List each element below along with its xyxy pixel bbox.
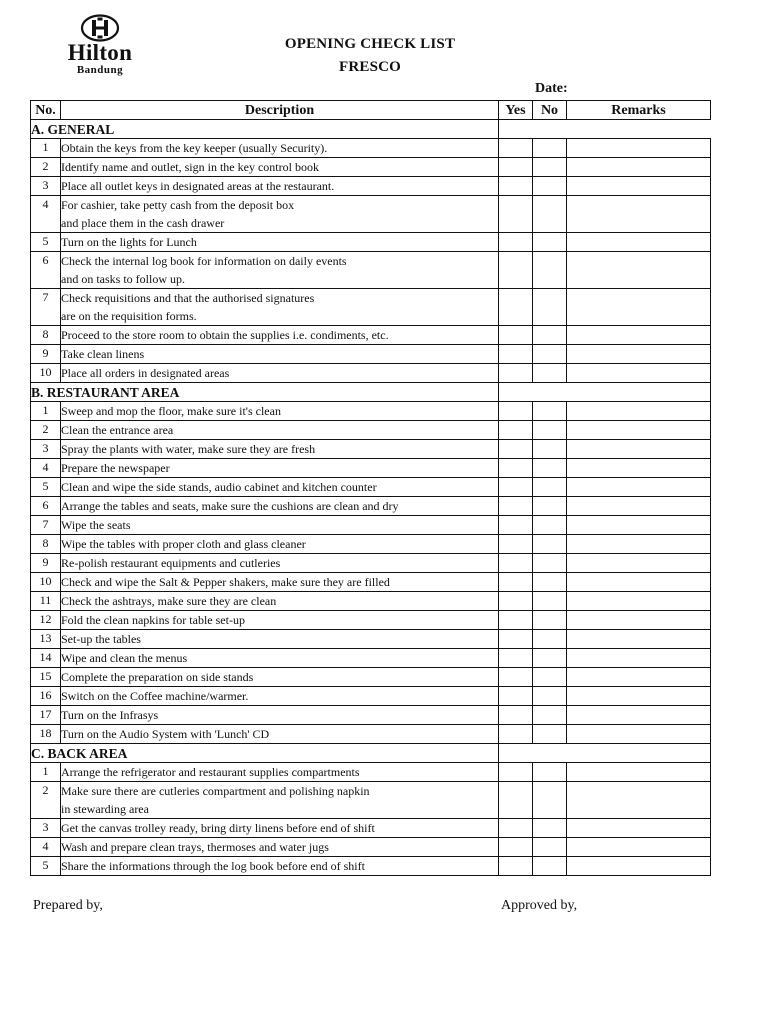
section-row-blank xyxy=(499,383,711,402)
table-row xyxy=(31,196,711,233)
column-header-no-check: No xyxy=(533,101,567,120)
item-description xyxy=(61,763,499,782)
no-checkbox-cell[interactable] xyxy=(533,630,567,649)
remarks-cell[interactable] xyxy=(567,497,711,516)
remarks-cell[interactable] xyxy=(567,838,711,857)
column-header-remarks: Remarks xyxy=(567,101,711,120)
item-description xyxy=(61,326,499,345)
item-description xyxy=(61,497,499,516)
remarks-cell[interactable] xyxy=(567,459,711,478)
no-checkbox-cell[interactable] xyxy=(533,687,567,706)
item-number: 6 xyxy=(31,252,61,289)
item-description-line: and place them in the cash drawer xyxy=(61,216,225,230)
item-description-line: Get the canvas trolley ready, bring dirty linens before end of shift xyxy=(61,821,375,835)
item-description xyxy=(61,158,499,177)
item-description-line: Set-up the tables xyxy=(61,632,141,646)
yes-checkbox-cell[interactable] xyxy=(499,725,533,744)
checklist-table xyxy=(30,100,711,876)
yes-checkbox-cell[interactable] xyxy=(499,838,533,857)
remarks-cell[interactable] xyxy=(567,535,711,554)
item-description-line: Turn on the lights for Lunch xyxy=(61,235,197,249)
remarks-cell[interactable] xyxy=(567,819,711,838)
yes-checkbox-cell[interactable] xyxy=(499,668,533,687)
item-description xyxy=(61,706,499,725)
item-number: 4 xyxy=(31,838,61,857)
no-checkbox-cell[interactable] xyxy=(533,573,567,592)
item-number: 1 xyxy=(31,139,61,158)
table-row xyxy=(31,459,711,478)
item-number: 4 xyxy=(31,196,61,233)
item-description xyxy=(61,838,499,857)
item-number: 2 xyxy=(31,782,61,819)
table-row xyxy=(31,782,711,819)
table-row xyxy=(31,763,711,782)
item-description xyxy=(61,516,499,535)
item-description xyxy=(61,630,499,649)
remarks-cell[interactable] xyxy=(567,139,711,158)
remarks-cell[interactable] xyxy=(567,611,711,630)
date-label: Date: xyxy=(535,81,568,96)
yes-checkbox-cell[interactable] xyxy=(499,782,533,819)
remarks-cell[interactable] xyxy=(567,857,711,876)
item-description-line: Fold the clean napkins for table set-up xyxy=(61,613,245,627)
remarks-cell[interactable] xyxy=(567,289,711,326)
yes-checkbox-cell[interactable] xyxy=(499,819,533,838)
yes-checkbox-cell[interactable] xyxy=(499,459,533,478)
item-description xyxy=(61,592,499,611)
no-checkbox-cell[interactable] xyxy=(533,177,567,196)
yes-checkbox-cell[interactable] xyxy=(499,497,533,516)
section-row-blank xyxy=(499,744,711,763)
item-description-line: Take clean linens xyxy=(61,347,145,361)
no-checkbox-cell[interactable] xyxy=(533,554,567,573)
no-checkbox-cell[interactable] xyxy=(533,592,567,611)
item-number: 16 xyxy=(31,687,61,706)
item-description xyxy=(61,573,499,592)
remarks-cell[interactable] xyxy=(567,158,711,177)
item-description xyxy=(61,687,499,706)
item-description xyxy=(61,819,499,838)
yes-checkbox-cell[interactable] xyxy=(499,857,533,876)
no-checkbox-cell[interactable] xyxy=(533,289,567,326)
item-number: 18 xyxy=(31,725,61,744)
table-row xyxy=(31,725,711,744)
item-description-line: in stewarding area xyxy=(61,802,149,816)
remarks-cell[interactable] xyxy=(567,177,711,196)
table-row xyxy=(31,289,711,326)
item-description-line: Prepare the newspaper xyxy=(61,461,170,475)
item-number: 11 xyxy=(31,592,61,611)
section-title: C. BACK AREA xyxy=(31,744,499,763)
item-number: 3 xyxy=(31,440,61,459)
item-description xyxy=(61,364,499,383)
no-checkbox-cell[interactable] xyxy=(533,233,567,252)
yes-checkbox-cell[interactable] xyxy=(499,687,533,706)
item-description-line: Complete the preparation on side stands xyxy=(61,670,254,684)
no-checkbox-cell[interactable] xyxy=(533,725,567,744)
item-number: 10 xyxy=(31,573,61,592)
table-row xyxy=(31,516,711,535)
item-description xyxy=(61,402,499,421)
yes-checkbox-cell[interactable] xyxy=(499,421,533,440)
item-number: 9 xyxy=(31,345,61,364)
section-row xyxy=(31,744,711,763)
yes-checkbox-cell[interactable] xyxy=(499,649,533,668)
table-row xyxy=(31,819,711,838)
column-header-description: Description xyxy=(61,101,499,120)
remarks-cell[interactable] xyxy=(567,649,711,668)
item-number: 5 xyxy=(31,478,61,497)
yes-checkbox-cell[interactable] xyxy=(499,611,533,630)
no-checkbox-cell[interactable] xyxy=(533,364,567,383)
no-checkbox-cell[interactable] xyxy=(533,440,567,459)
no-checkbox-cell[interactable] xyxy=(533,478,567,497)
logo-name: Hilton xyxy=(67,40,133,65)
item-description xyxy=(61,289,499,326)
item-description-line: Obtain the keys from the key keeper (usually Security). xyxy=(61,141,328,155)
no-checkbox-cell[interactable] xyxy=(533,857,567,876)
no-checkbox-cell[interactable] xyxy=(533,345,567,364)
yes-checkbox-cell[interactable] xyxy=(499,345,533,364)
column-header-no: No. xyxy=(31,101,61,120)
item-number: 3 xyxy=(31,177,61,196)
item-number: 4 xyxy=(31,459,61,478)
table-row xyxy=(31,554,711,573)
item-description-line: Sweep and mop the floor, make sure it's clean xyxy=(61,404,281,418)
no-checkbox-cell[interactable] xyxy=(533,459,567,478)
section-title: B. RESTAURANT AREA xyxy=(31,383,499,402)
yes-checkbox-cell[interactable] xyxy=(499,177,533,196)
yes-checkbox-cell[interactable] xyxy=(499,763,533,782)
item-description xyxy=(61,478,499,497)
table-row xyxy=(31,139,711,158)
item-description-line: Check requisitions and that the authorised signatures xyxy=(61,291,315,305)
document-title: OPENING CHECK LIST xyxy=(284,36,456,52)
table-row xyxy=(31,345,711,364)
remarks-cell[interactable] xyxy=(567,345,711,364)
item-description-line: and on tasks to follow up. xyxy=(61,272,185,286)
section-row xyxy=(31,383,711,402)
approved-by-label: Approved by, xyxy=(501,898,578,913)
remarks-cell[interactable] xyxy=(567,196,711,233)
item-description-line: Wipe the seats xyxy=(61,518,131,532)
item-number: 15 xyxy=(31,668,61,687)
item-number: 1 xyxy=(31,763,61,782)
yes-checkbox-cell[interactable] xyxy=(499,630,533,649)
remarks-cell[interactable] xyxy=(567,252,711,289)
item-number: 14 xyxy=(31,649,61,668)
item-description-line: Turn on the Infrasys xyxy=(61,708,159,722)
item-description-line: For cashier, take petty cash from the deposit box xyxy=(61,198,295,212)
remarks-cell[interactable] xyxy=(567,421,711,440)
table-row xyxy=(31,630,711,649)
remarks-cell[interactable] xyxy=(567,554,711,573)
item-description-line: Check and wipe the Salt & Pepper shakers, make sure they are filled xyxy=(61,575,390,589)
yes-checkbox-cell[interactable] xyxy=(499,516,533,535)
yes-checkbox-cell[interactable] xyxy=(499,706,533,725)
table-row xyxy=(31,440,711,459)
item-description xyxy=(61,668,499,687)
table-row xyxy=(31,326,711,345)
item-number: 2 xyxy=(31,421,61,440)
no-checkbox-cell[interactable] xyxy=(533,535,567,554)
yes-checkbox-cell[interactable] xyxy=(499,535,533,554)
item-number: 5 xyxy=(31,233,61,252)
yes-checkbox-cell[interactable] xyxy=(499,326,533,345)
table-row xyxy=(31,573,711,592)
item-description-line: Place all orders in designated areas xyxy=(61,366,230,380)
item-description-line: Identify name and outlet, sign in the key control book xyxy=(61,160,319,174)
item-description-line: Clean and wipe the side stands, audio cabinet and kitchen counter xyxy=(61,480,377,494)
item-description-line: Wipe and clean the menus xyxy=(61,651,188,665)
item-description xyxy=(61,252,499,289)
remarks-cell[interactable] xyxy=(567,706,711,725)
yes-checkbox-cell[interactable] xyxy=(499,289,533,326)
table-row xyxy=(31,252,711,289)
table-row xyxy=(31,158,711,177)
no-checkbox-cell[interactable] xyxy=(533,838,567,857)
yes-checkbox-cell[interactable] xyxy=(499,252,533,289)
item-number: 9 xyxy=(31,554,61,573)
item-description xyxy=(61,440,499,459)
yes-checkbox-cell[interactable] xyxy=(499,573,533,592)
item-description-line: Wash and prepare clean trays, thermoses and water jugs xyxy=(61,840,329,854)
table-row xyxy=(31,402,711,421)
item-description-line: Make sure there are cutleries compartment and polishing napkin xyxy=(61,784,370,798)
table-row xyxy=(31,592,711,611)
no-checkbox-cell[interactable] xyxy=(533,421,567,440)
no-checkbox-cell[interactable] xyxy=(533,252,567,289)
item-description-line: Check the internal log book for information on daily events xyxy=(61,254,347,268)
item-description-line: Proceed to the store room to obtain the supplies i.e. condiments, etc. xyxy=(61,328,389,342)
yes-checkbox-cell[interactable] xyxy=(499,554,533,573)
remarks-cell[interactable] xyxy=(567,233,711,252)
item-number: 7 xyxy=(31,516,61,535)
logo-city: Bandung xyxy=(76,64,124,76)
remarks-cell[interactable] xyxy=(567,402,711,421)
item-description xyxy=(61,233,499,252)
no-checkbox-cell[interactable] xyxy=(533,706,567,725)
item-number: 17 xyxy=(31,706,61,725)
remarks-cell[interactable] xyxy=(567,630,711,649)
remarks-cell[interactable] xyxy=(567,326,711,345)
remarks-cell[interactable] xyxy=(567,440,711,459)
yes-checkbox-cell[interactable] xyxy=(499,440,533,459)
item-number: 12 xyxy=(31,611,61,630)
yes-checkbox-cell[interactable] xyxy=(499,196,533,233)
yes-checkbox-cell[interactable] xyxy=(499,364,533,383)
no-checkbox-cell[interactable] xyxy=(533,819,567,838)
item-description-line: Arrange the tables and seats, make sure the cushions are clean and dry xyxy=(61,499,399,513)
table-row xyxy=(31,668,711,687)
document-subtitle: FRESCO xyxy=(338,59,402,75)
no-checkbox-cell[interactable] xyxy=(533,668,567,687)
item-number: 8 xyxy=(31,535,61,554)
item-description xyxy=(61,177,499,196)
hilton-h-logo-icon xyxy=(80,14,120,42)
table-row xyxy=(31,177,711,196)
table-row xyxy=(31,611,711,630)
no-checkbox-cell[interactable] xyxy=(533,402,567,421)
item-description xyxy=(61,139,499,158)
no-checkbox-cell[interactable] xyxy=(533,497,567,516)
item-description xyxy=(61,649,499,668)
item-description-line: Switch on the Coffee machine/warmer. xyxy=(61,689,249,703)
remarks-cell[interactable] xyxy=(567,668,711,687)
table-row xyxy=(31,857,711,876)
remarks-cell[interactable] xyxy=(567,516,711,535)
yes-checkbox-cell[interactable] xyxy=(499,592,533,611)
section-title: A. GENERAL xyxy=(31,120,499,139)
item-description xyxy=(61,611,499,630)
remarks-cell[interactable] xyxy=(567,478,711,497)
yes-checkbox-cell[interactable] xyxy=(499,233,533,252)
no-checkbox-cell[interactable] xyxy=(533,649,567,668)
item-description-line: Share the informations through the log book before end of shift xyxy=(61,859,365,873)
table-row xyxy=(31,706,711,725)
remarks-cell[interactable] xyxy=(567,782,711,819)
column-header-yes: Yes xyxy=(499,101,533,120)
item-number: 10 xyxy=(31,364,61,383)
remarks-cell[interactable] xyxy=(567,687,711,706)
item-description-line: Clean the entrance area xyxy=(61,423,174,437)
item-description-line: Check the ashtrays, make sure they are clean xyxy=(61,594,277,608)
item-description xyxy=(61,554,499,573)
item-description xyxy=(61,782,499,819)
no-checkbox-cell[interactable] xyxy=(533,763,567,782)
no-checkbox-cell[interactable] xyxy=(533,516,567,535)
item-description-line: Place all outlet keys in designated areas at the restaurant. xyxy=(61,179,335,193)
item-number: 3 xyxy=(31,819,61,838)
remarks-cell[interactable] xyxy=(567,763,711,782)
item-number: 13 xyxy=(31,630,61,649)
table-row xyxy=(31,364,711,383)
remarks-cell[interactable] xyxy=(567,725,711,744)
item-description-line: Turn on the Audio System with 'Lunch' CD xyxy=(61,727,270,741)
item-number: 5 xyxy=(31,857,61,876)
table-row xyxy=(31,687,711,706)
yes-checkbox-cell[interactable] xyxy=(499,158,533,177)
item-description-line: are on the requisition forms. xyxy=(61,309,197,323)
section-row xyxy=(31,120,711,139)
item-description xyxy=(61,421,499,440)
hilton-logo xyxy=(58,14,142,76)
no-checkbox-cell[interactable] xyxy=(533,611,567,630)
table-row xyxy=(31,421,711,440)
yes-checkbox-cell[interactable] xyxy=(499,139,533,158)
item-description xyxy=(61,535,499,554)
item-description xyxy=(61,725,499,744)
table-row xyxy=(31,497,711,516)
prepared-by-label: Prepared by, xyxy=(33,898,103,913)
remarks-cell[interactable] xyxy=(567,592,711,611)
item-description-line: Re-polish restaurant equipments and cutleries xyxy=(61,556,281,570)
yes-checkbox-cell[interactable] xyxy=(499,478,533,497)
item-description xyxy=(61,459,499,478)
table-row xyxy=(31,838,711,857)
item-number: 8 xyxy=(31,326,61,345)
item-description xyxy=(61,857,499,876)
remarks-cell[interactable] xyxy=(567,573,711,592)
no-checkbox-cell[interactable] xyxy=(533,782,567,819)
item-number: 7 xyxy=(31,289,61,326)
table-header-row xyxy=(31,101,711,120)
item-description-line: Arrange the refrigerator and restaurant supplies compartments xyxy=(61,765,360,779)
table-row xyxy=(31,649,711,668)
no-checkbox-cell[interactable] xyxy=(533,158,567,177)
item-description-line: Spray the plants with water, make sure they are fresh xyxy=(61,442,316,456)
table-row xyxy=(31,233,711,252)
table-row xyxy=(31,535,711,554)
no-checkbox-cell[interactable] xyxy=(533,139,567,158)
yes-checkbox-cell[interactable] xyxy=(499,402,533,421)
no-checkbox-cell[interactable] xyxy=(533,196,567,233)
table-row xyxy=(31,478,711,497)
remarks-cell[interactable] xyxy=(567,364,711,383)
item-description xyxy=(61,196,499,233)
item-number: 6 xyxy=(31,497,61,516)
item-number: 2 xyxy=(31,158,61,177)
item-description-line: Wipe the tables with proper cloth and glass cleaner xyxy=(61,537,306,551)
no-checkbox-cell[interactable] xyxy=(533,326,567,345)
item-description xyxy=(61,345,499,364)
item-number: 1 xyxy=(31,402,61,421)
